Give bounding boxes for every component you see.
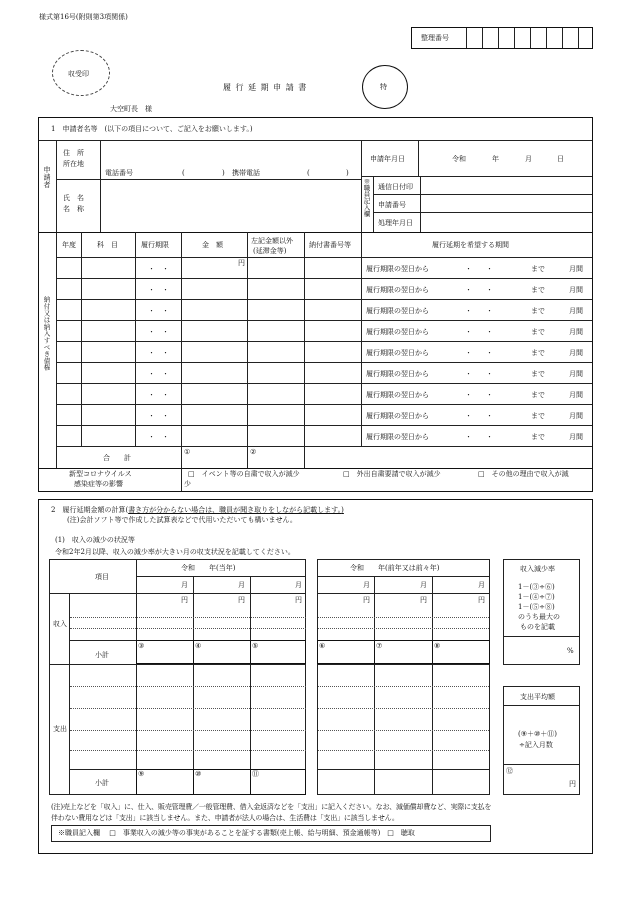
section2-heading: 2 履行延期金額の計算(書き方が分からない場合は、職員が聞き取りをしながら記載します。) [51, 506, 344, 514]
form-title: 履 行 延 期 申 請 書 [223, 83, 308, 92]
section2-note: (注)会計ソフト等で作成した試算表などで代用いただいても構いません。 [67, 516, 297, 524]
application-form-page: 様式第16号(附則第3項関係) 整理番号 収受印 履 行 延 期 申 請 書 特 大空町長 様 1 申請者名等 (以下の項目について、ご記入をお願いします。) 申請者 住 所 所在地 電話番号 ( ) 携帯電話 ( ) 氏 名 名 称 申請年月日 令和 年 月 日 ※職員記入欄 通信日付印 申請番号 処理年月日 納付又は納入すべき債権 年度 科 目 履行期限 金 額 左記金額以外 (延滞金等) 納付書番号等 履行延期を希望する期間 円 ・ ・ ・ ・ ・ ・ ・ ・ ・ ・ ・ ・ ・ ・ ・ ・ ・ ・ 履行期限の翌日から 履行期限の翌日から 履行期限の翌日から 履行期限の翌日から 履行期限の翌日から 履行期限の翌日から 履行期限の翌日から 履行期限の翌日から 履行期限の翌日から ・ ・ ・ ・ ・ ・ ・ ・ ・ ・ ・ ・ ・ ・ ・ ・ ・ ・ まで まで まで まで まで まで まで まで まで 月間 月間 月間 月間 月間 月間 月間 月間 月間 合 計 ① ② 新型コロナウイルス 感染症等の影響 □ イベント等の自粛で収入が減少 □ 外出自粛要請で収入が減少 □ その他の理由で収入が減 少 2 履行延期金額の計算(書き方が分からない場合は、職員が聞き取りをしながら記載します。) (注)会計ソフト等で作成した試算表などで代用いただいても構いません。 (1) 収入の減少の状況等 令和2年2月以降、収入の減少率が大きい月の収支状況を記載してください。 項目 令和 年(当年) 月 月 月 円 円 円 収入 小計 ③ ④ ⑤ 支出 小計 ⑨ ⑩ ⑪ 令和 年(前年又は前々年) 月 月 月 円 円 円 ⑥ ⑦ ⑧ 収入減少率 1－(③÷⑥) 1－(④÷⑦) 1－(⑤÷⑧) のうち最大の ものを記載 % 支出平均額 (⑨＋⑩＋⑪) ÷記入月数 ⑫ 円 (注)売上などを「収入」に、仕入、販売管理費／一般管理費、借入金返済などを「支出」に記入ください。なお、減価償却費など、実際に支払を 伴わない費用などは「支出」に該当しません。また、申請者が法人の場合は、生活費は「支出」に該当しません。 ※職員記入欄 □ 事業収入の減少等の事実があることを証する書類(売上帳、給与明細、預金通帳等) □ 聴取 [0, 0, 630, 902]
covid-option-outing[interactable]: □ 外出自粛要請で収入が減少 [343, 470, 441, 478]
name-label-1: 氏 名 [63, 194, 84, 202]
expense-subtotal-cur [136, 769, 306, 795]
staff-use-label: ※職員記入欄 [362, 178, 371, 217]
receipt-stamp-label: 収受印 [68, 70, 89, 78]
special-mark: 特 [380, 83, 387, 91]
income-subtotal-cur [136, 640, 306, 664]
total-label: 合 計 [103, 454, 131, 462]
note-line-1: (注)売上などを「収入」に、仕入、販売管理費／一般管理費、借入金返済などを「支出」に記入ください。なお、減価償却費など、実際に支払を [51, 803, 492, 811]
note-line-2: 伴わない費用などは「支出」に該当しません。また、申請者が法人の場合は、生活費は「支出」に該当しません。 [51, 814, 399, 822]
covid-option-event[interactable]: □ イベント等の自粛で収入が減少 [188, 470, 300, 478]
address-label-2: 所在地 [63, 160, 84, 168]
seiri-number-label: 整理番号 [421, 34, 449, 42]
form-number: 様式第16号(附則第3項関係) [39, 13, 128, 21]
debt-side-label: 納付又は納入すべき債権 [42, 296, 51, 371]
current-year-table [49, 559, 306, 795]
mobile-label: 携帯電話 [232, 169, 260, 177]
previous-year-table [317, 559, 490, 795]
name-label-2: 名 称 [63, 205, 84, 213]
applicant-label: 申請者 [43, 166, 51, 189]
income-label: 収入 [53, 620, 67, 628]
address-label-1: 住 所 [63, 149, 84, 157]
income-subtotal-prev [317, 640, 490, 664]
expense-label: 支出 [53, 725, 67, 733]
staff-check-text[interactable]: ※職員記入欄 □ 事業収入の減少等の事実があることを証する書類(売上帳、給与明細、預金通帳等) □ 聴取 [58, 829, 415, 837]
apply-date-label: 申請年月日 [370, 155, 405, 163]
addressee: 大空町長 様 [110, 105, 152, 113]
covid-option-other[interactable]: □ その他の理由で収入が減 [478, 470, 569, 478]
phone-label: 電話番号 [105, 169, 133, 177]
section1-heading: 1 申請者名等 (以下の項目について、ご記入をお願いします。) [51, 125, 253, 133]
income-decrease-heading: (1) 収入の減少の状況等 [55, 536, 135, 544]
